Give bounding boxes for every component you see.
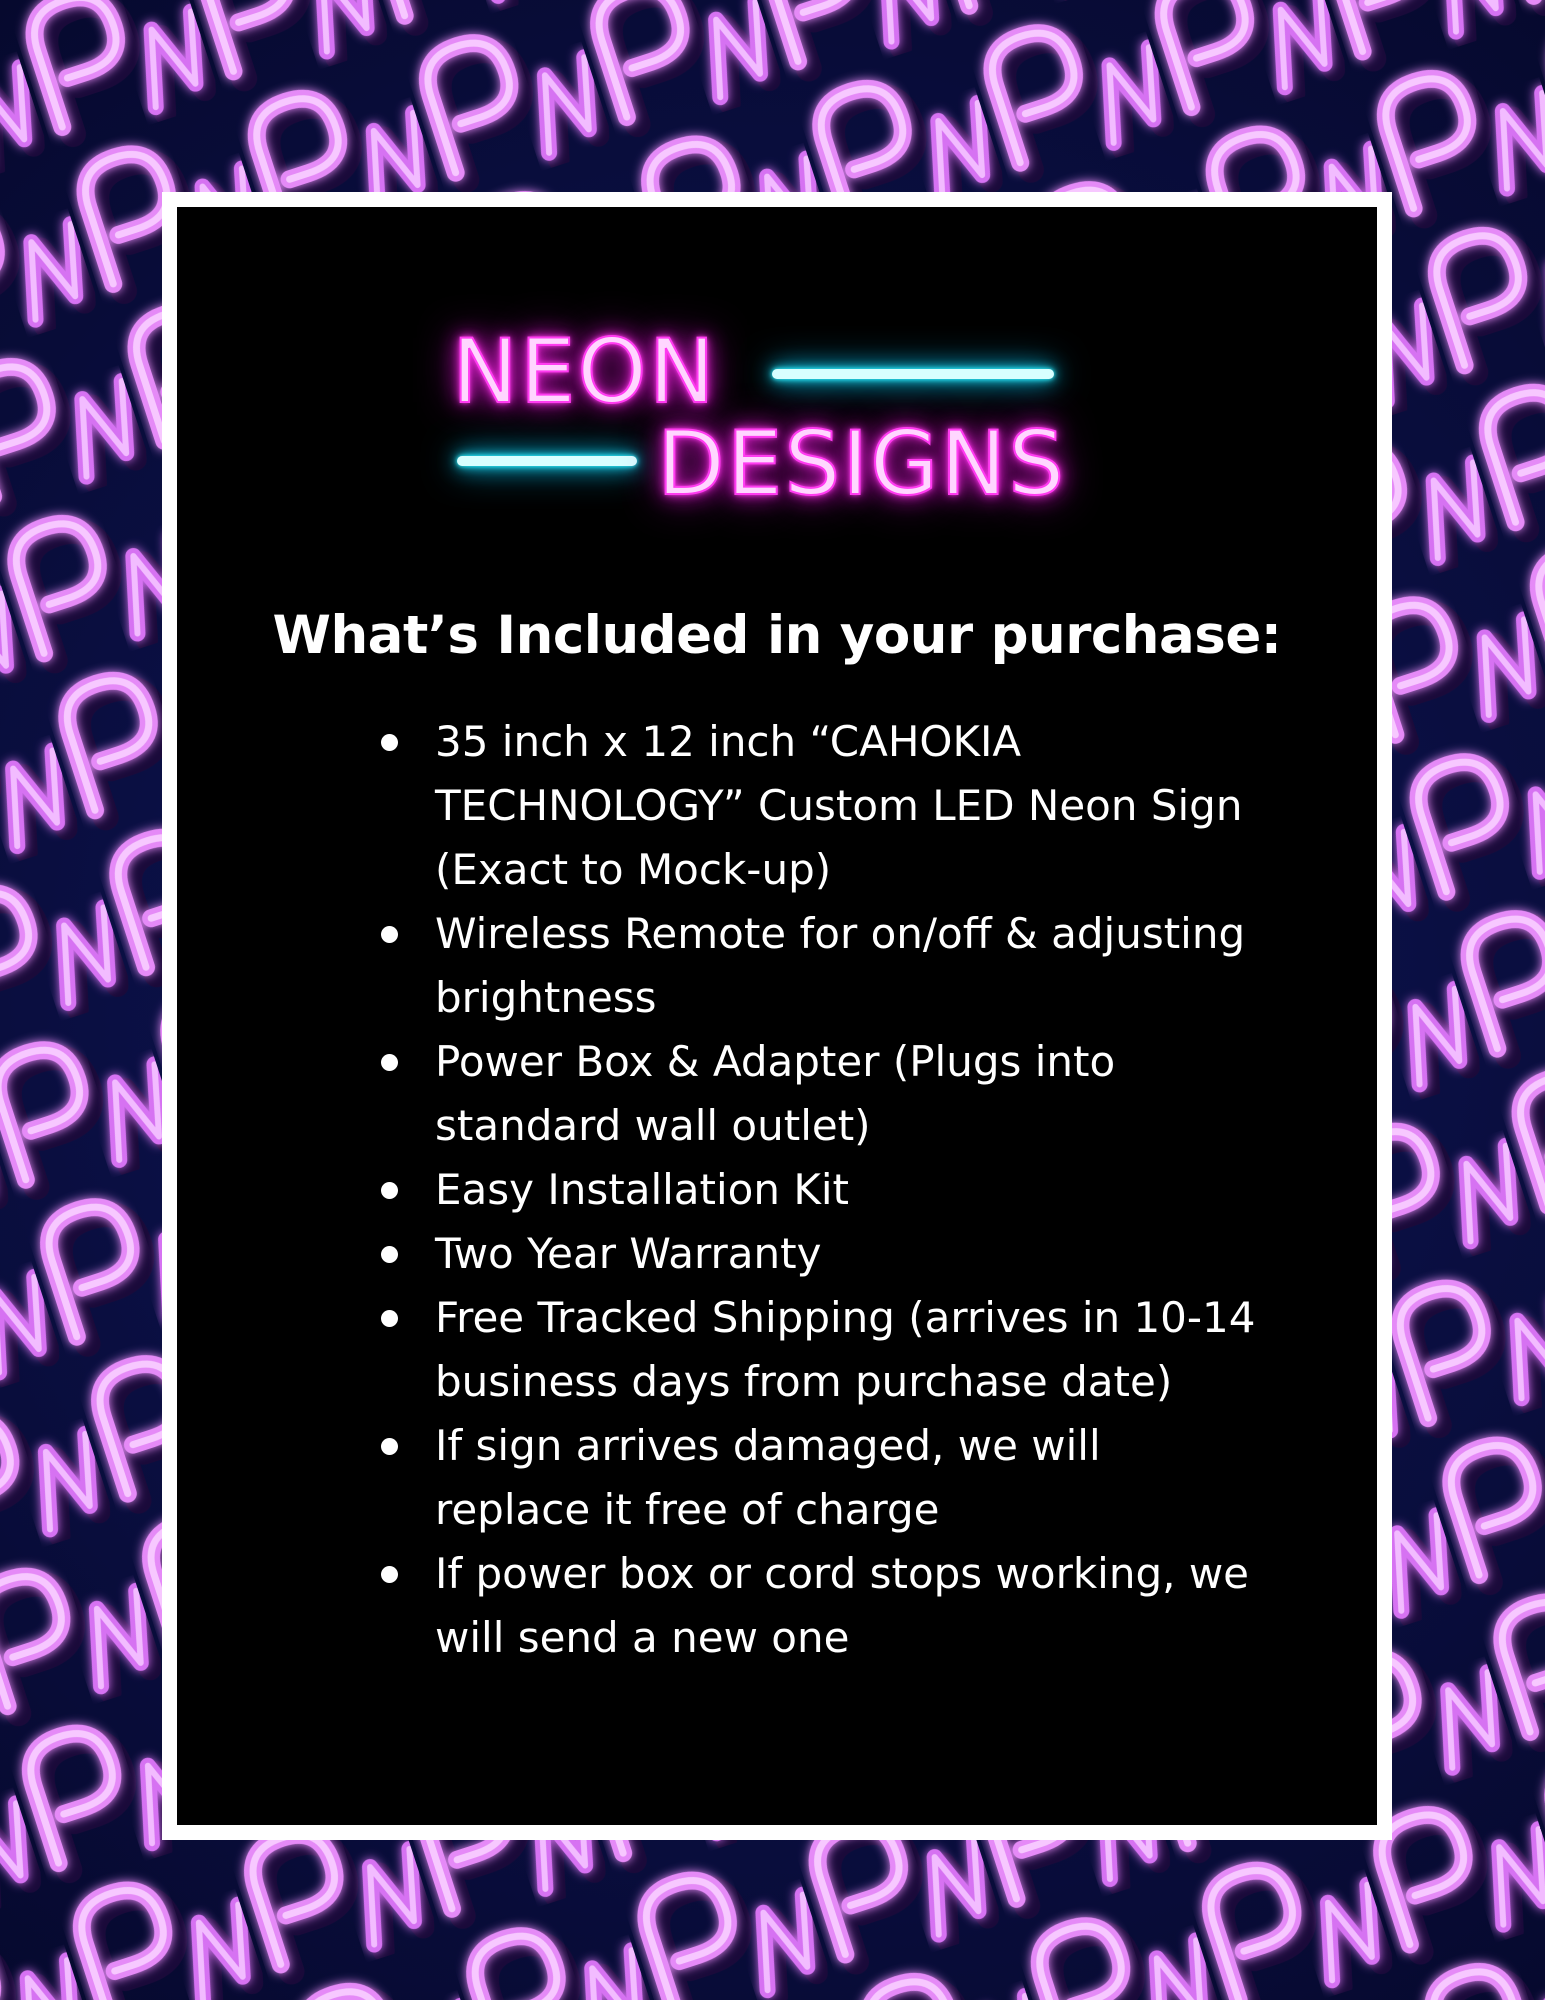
bullet-icon [381,1054,398,1071]
logo-cyan-bar-top [772,369,1054,379]
list-item [377,1286,1257,1414]
bullet-icon [381,1246,398,1263]
list-item-text: Two Year Warranty [435,1229,822,1278]
logo-cyan-bar-bottom [457,456,637,466]
list-item-text: If sign arrives damaged, we will replace it free of charge [435,1421,1101,1534]
bullet-icon [381,1438,398,1455]
included-heading: What’s Included in your purchase: [272,605,1282,666]
bullet-icon [381,1310,398,1327]
list-item-text: Wireless Remote for on/off & adjusting brightness [435,909,1246,1022]
neon-designs-logo [447,312,1107,542]
list-item-text: 35 inch x 12 inch “CAHOKIA TECHNOLOGY” Custom LED Neon Sign (Exact to Mock-up) [435,717,1243,894]
card-panel [177,207,1377,1825]
list-item [377,710,1257,902]
list-item [377,1030,1257,1158]
list-item [377,1414,1257,1542]
logo-word-neon: NEON [452,320,717,423]
bullet-icon [381,1182,398,1199]
bullet-icon [381,926,398,943]
list-item [377,902,1257,1030]
list-item-text: Easy Installation Kit [435,1165,850,1214]
list-item-text: If power box or cord stops working, we will send a new one [435,1549,1250,1662]
list-item [377,1158,1257,1222]
list-item [377,1542,1257,1670]
list-item [377,1222,1257,1286]
content-card [162,192,1392,1840]
list-item-text: Power Box & Adapter (Plugs into standard wall outlet) [435,1037,1116,1150]
logo-word-designs: DESIGNS [657,412,1067,515]
bullet-icon [381,734,398,751]
included-items-list [377,710,1257,1670]
list-item-text: Free Tracked Shipping (arrives in 10-14 business days from purchase date) [435,1293,1256,1406]
bullet-icon [381,1566,398,1583]
